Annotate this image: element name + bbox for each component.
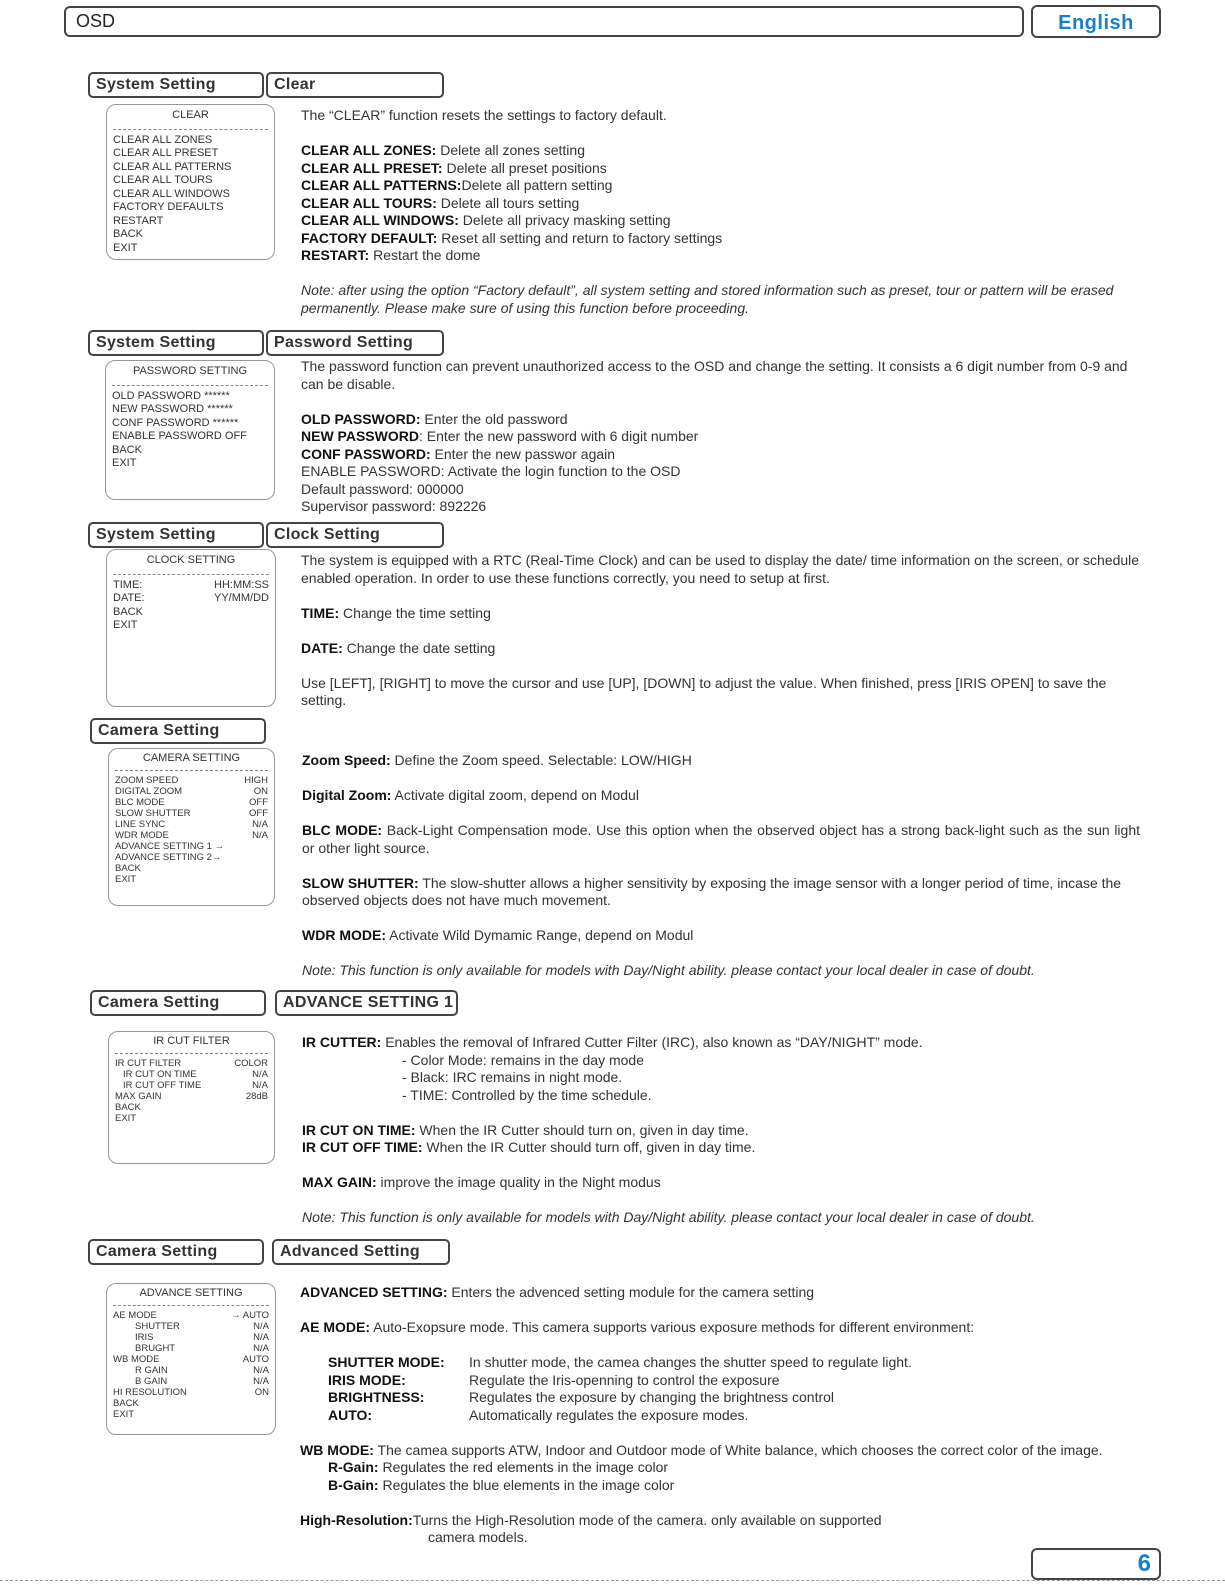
clock-menu-box — [106, 549, 276, 707]
ircut-menu-box — [108, 1031, 275, 1164]
label-camera-setting: Camera Setting — [90, 718, 266, 744]
password-intro: The password function can prevent unauthorized access to the OSD and change the setting. It consists a 6 digit number from 0-9 and can be disable. — [301, 358, 1128, 392]
divider — [113, 1305, 269, 1306]
def-term: CLEAR ALL TOURS: — [301, 194, 437, 211]
mode-item: - Black: IRC remains in night mode. — [402, 1069, 623, 1085]
menu-row: SLOW SHUTTER OFF — [115, 808, 268, 819]
menu-row: WB MODE AUTO — [113, 1354, 269, 1365]
adv1-note: Note: This function is only available for models with Day/Night ability. please contact your local dealer in case of doubt. — [302, 1209, 1035, 1225]
def-line: OLD PASSWORD: Enter the old password — [301, 410, 568, 427]
advanced-text — [300, 1284, 1140, 1547]
advance-menu-box — [106, 1283, 276, 1435]
menu-row: IR CUT FILTER COLOR — [115, 1058, 268, 1069]
menu-row: HI RESOLUTION ON — [113, 1387, 269, 1398]
menu-row: EXIT — [115, 874, 137, 885]
page-number-box — [1031, 1548, 1161, 1580]
page-header-bar — [64, 6, 1024, 37]
menu-row: TIME: HH:MM:SS — [113, 578, 269, 591]
menu-row: NEW PASSWORD ****** — [112, 403, 233, 415]
footer-divider — [0, 1580, 1225, 1582]
def-line: BLC MODE: Back-Light Compensation mode. Use this option when the observed object has a strong back-light such as the sun light or other light source. — [302, 822, 1141, 856]
divider — [115, 1053, 268, 1054]
def-line: SLOW SHUTTER: The slow-shutter allows a higher sensitivity by exposing the image sensor with a longer period of time, incase the observed objects does not have much movement. — [302, 874, 1122, 908]
menu-item: RESTART — [113, 214, 164, 227]
label-system-setting: System Setting — [88, 72, 264, 98]
menu-item: FACTORY DEFAULTS — [113, 201, 224, 213]
clear-text — [301, 107, 1141, 317]
ae-sub-item: AUTO: Automatically regulates the exposure modes. — [328, 1406, 749, 1423]
camera-menu-box — [108, 748, 275, 906]
label-system-setting: System Setting — [88, 522, 264, 548]
menu-item: CLEAR ALL PRESET — [113, 147, 219, 159]
menu-row: DIGITAL ZOOM ON — [115, 786, 268, 797]
def-line: High-Resolution:Turns the High-Resolution mode of the camera. only available on supported — [300, 1511, 882, 1528]
label-camera-setting: Camera Setting — [90, 990, 266, 1016]
camera-note: Note: This function is only available for models with Day/Night ability. please contact your local dealer in case of doubt. — [302, 962, 1035, 978]
menu-row: BACK — [113, 1398, 139, 1409]
clock-text — [301, 552, 1141, 710]
def-line — [301, 160, 1141, 178]
def-term: CLEAR ALL PRESET: — [301, 159, 443, 176]
def-line: IR CUT OFF TIME: When the IR Cutter should turn off, given in day time. — [302, 1139, 756, 1155]
divider — [112, 385, 268, 386]
label-advance-setting-1: ADVANCE SETTING 1 — [275, 990, 458, 1016]
label-system-setting: System Setting — [88, 330, 264, 356]
menu-item: CLEAR ALL WINDOWS — [113, 187, 230, 200]
menu-row: DATE: YY/MM/DD — [113, 592, 269, 604]
def-line: B-Gain: Regulates the blue elements in the image color — [328, 1476, 675, 1493]
enable-line: ENABLE PASSWORD: Activate the login function to the OSD — [301, 463, 681, 479]
menu-row: IR CUT ON TIME N/A — [123, 1069, 268, 1080]
def-desc: Delete all zones setting — [436, 142, 585, 158]
menu-item: BACK — [113, 228, 143, 240]
menu-row: MAX GAIN 28dB — [115, 1091, 268, 1102]
def-line: Zoom Speed: Define the Zoom speed. Selectable: LOW/HIGH — [302, 752, 692, 768]
def-desc: Reset all setting and return to factory settings — [437, 229, 723, 246]
def-term: FACTORY DEFAULT: — [301, 229, 438, 246]
divider — [113, 129, 268, 130]
menu-item: CLEAR ALL ZONES — [113, 133, 213, 146]
menu-row: EXIT — [115, 1113, 137, 1124]
def-desc: Delete all pattern setting — [461, 177, 613, 193]
menu-row: BACK — [112, 443, 142, 456]
def-desc: Delete all privacy masking setting — [458, 212, 671, 228]
menu-row: BACK — [115, 1102, 141, 1113]
adv1-text — [302, 1034, 1140, 1227]
def-line — [301, 230, 1141, 248]
menu-row: ADVANCE SETTING 2→ — [115, 852, 222, 863]
menu-row: ZOOM SPEED HIGH — [115, 775, 268, 786]
ircut-menu-title: IR CUT FILTER — [153, 1035, 230, 1047]
header-title: OSD — [76, 11, 116, 31]
menu-row: EXIT — [112, 457, 137, 469]
def-line: IR CUTTER: Enables the removal of Infrared Cutter Filter (IRC), also known as “DAY/NIGHT” mode. — [302, 1034, 923, 1050]
def-line: WB MODE: The camea supports ATW, Indoor and Outdoor mode of White balance, which chooses the correct color of the image. — [300, 1441, 1103, 1458]
clear-note: Note: after using the option “Factory default”, all system setting and stored information such as preset, tour or pattern will be erased permanently. Please make sure of using this function before proceeding. — [301, 282, 1114, 316]
menu-row: IRIS N/A — [135, 1332, 269, 1343]
clock-intro: The system is equipped with a RTC (Real-Time Clock) and can be used to display the date/ time information on the screen, or schedule enabled operation. In order to use these functions correctly, you need to setup at first. — [301, 552, 1140, 586]
def-term: CLEAR ALL WINDOWS: — [301, 212, 459, 228]
menu-row: BRUGHT N/A — [135, 1343, 269, 1354]
ae-sub-item: IRIS MODE: Regulate the Iris-openning to control the exposure — [328, 1371, 780, 1388]
clock-usage: Use [LEFT], [RIGHT] to move the cursor and use [UP], [DOWN] to adjust the value. When finished, press [IRIS OPEN] to save the setting. — [301, 674, 1107, 708]
label-clock-setting: Clock Setting — [266, 522, 444, 548]
menu-row: LINE SYNC N/A — [115, 819, 268, 830]
def-line: WDR MODE: Activate Wild Dymamic Range, depend on Modul — [302, 927, 694, 943]
def-line: DATE: Change the date setting — [301, 639, 496, 656]
menu-row: AE MODE → AUTO — [113, 1310, 269, 1321]
menu-item: CLEAR ALL PATTERNS — [113, 160, 232, 173]
menu-row: CONF PASSWORD ****** — [112, 416, 239, 429]
menu-row: BACK — [115, 863, 141, 874]
divider — [113, 574, 269, 575]
def-line: NEW PASSWORD: Enter the new password with 6 digit number — [301, 428, 699, 444]
menu-row: EXIT — [113, 1409, 135, 1420]
clear-menu-box — [106, 104, 275, 260]
def-line: Digital Zoom: Activate digital zoom, depend on Modul — [302, 787, 639, 803]
def-line — [301, 212, 1141, 230]
def-line — [301, 142, 1141, 160]
def-term: CLEAR ALL ZONES: — [301, 142, 437, 158]
menu-row: R GAIN N/A — [135, 1365, 269, 1376]
menu-item: CLEAR ALL TOURS — [113, 174, 213, 186]
password-text — [301, 358, 1141, 516]
def-line: TIME: Change the time setting — [301, 604, 491, 621]
menu-row: IR CUT OFF TIME N/A — [123, 1080, 268, 1091]
def-line: CONF PASSWORD: Enter the new passwor again — [301, 445, 616, 462]
ae-sub-item: SHUTTER MODE: In shutter mode, the camea changes the shutter speed to regulate light. — [328, 1354, 912, 1370]
def-line: ADVANCED SETTING: Enters the advenced setting module for the camera setting — [300, 1284, 815, 1300]
def-desc: Restart the dome — [369, 247, 481, 263]
supervisor-password: Supervisor password: 892226 — [301, 498, 487, 514]
divider — [115, 770, 268, 771]
def-line: AE MODE: Auto-Exopsure mode. This camera supports various exposure methods for different environment: — [300, 1319, 975, 1335]
def-line: MAX GAIN: improve the image quality in the Night modus — [302, 1174, 661, 1190]
password-menu-title: PASSWORD SETTING — [132, 365, 248, 377]
camera-menu-title: CAMERA SETTING — [142, 752, 241, 764]
menu-row: ENABLE PASSWORD OFF — [112, 430, 247, 442]
def-line: IR CUT ON TIME: When the IR Cutter should turn on, given in day time. — [302, 1121, 749, 1138]
label-password-setting: Password Setting — [266, 330, 444, 356]
def-term: CLEAR ALL PATTERNS: — [301, 177, 462, 193]
label-advanced-setting: Advanced Setting — [272, 1239, 450, 1265]
def-line — [301, 195, 1141, 213]
menu-row: ADVANCE SETTING 1 → — [115, 841, 225, 852]
menu-row: EXIT — [113, 619, 138, 631]
camera-text — [302, 752, 1140, 980]
def-line — [301, 177, 1141, 195]
page-number: 6 — [1137, 1550, 1151, 1577]
menu-row: BACK — [113, 605, 143, 618]
clock-menu-title: CLOCK SETTING — [146, 554, 236, 566]
label-clear: Clear — [266, 72, 444, 98]
menu-row: WDR MODE N/A — [115, 830, 268, 841]
mode-item: - TIME: Controlled by the time schedule. — [402, 1086, 652, 1103]
clear-intro: The “CLEAR” function resets the settings to factory default. — [301, 107, 667, 123]
hires-continued: camera models. — [428, 1529, 528, 1545]
menu-row: B GAIN N/A — [135, 1376, 269, 1387]
language-box: English — [1031, 5, 1161, 38]
def-line: R-Gain: Regulates the red elements in the image color — [328, 1459, 669, 1475]
mode-item: - Color Mode: remains in the day mode — [402, 1051, 644, 1068]
advance-menu-title: ADVANCE SETTING — [139, 1287, 243, 1299]
def-term: RESTART: — [301, 247, 370, 263]
menu-item: EXIT — [113, 241, 138, 254]
menu-row: OLD PASSWORD ****** — [112, 389, 230, 402]
def-desc: Delete all tours setting — [436, 194, 580, 211]
def-line — [301, 247, 1141, 265]
default-password: Default password: 000000 — [301, 480, 464, 497]
password-menu-box — [105, 360, 275, 500]
label-camera-setting: Camera Setting — [88, 1239, 264, 1265]
menu-row: BLC MODE OFF — [115, 797, 268, 808]
def-desc: Delete all preset positions — [442, 159, 607, 176]
clear-menu-title: CLEAR — [172, 109, 209, 121]
menu-row: SHUTTER N/A — [135, 1321, 269, 1332]
ae-sub-item: BRIGHTNESS: Regulates the exposure by changing the brightness control — [328, 1389, 835, 1405]
